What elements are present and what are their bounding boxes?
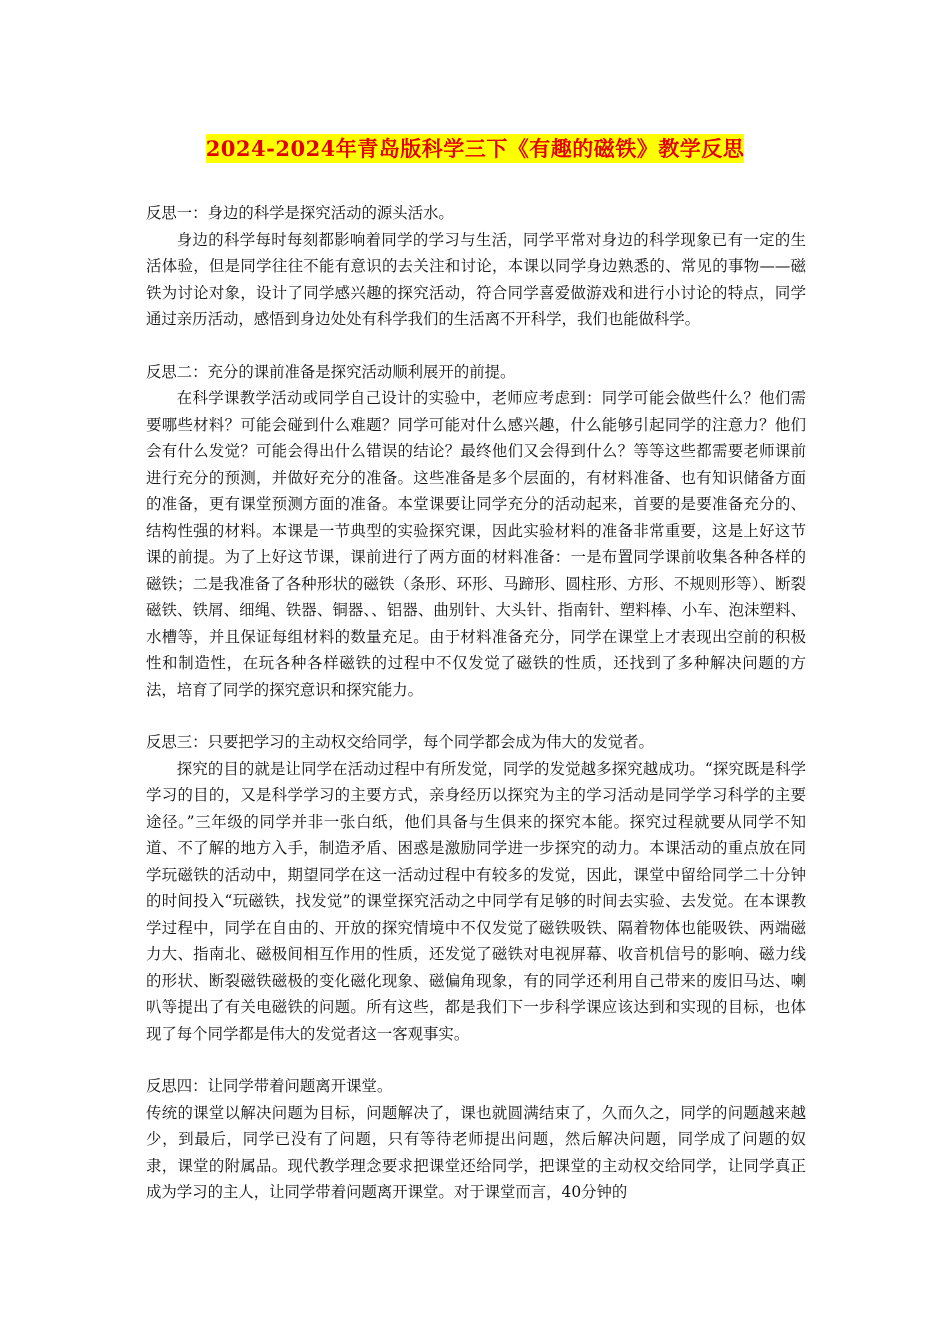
document-body — [146, 200, 806, 1232]
section-heading: 反思四：让同学带着问题离开课堂。 — [146, 1077, 393, 1095]
document-title: 2024-2024年青岛版科学三下《有趣的磁铁》教学反思 — [205, 136, 745, 161]
section-paragraph: 身边的科学每时每刻都影响着同学的学习与生活，同学平常对身边的科学现象已有一定的生活体验，但是同学往往不能有意识的去关注和讨论，本课以同学身边熟悉的、常见的事物——磁铁为讨论对象，设计了同学感兴趣的探究活动，符合同学喜爱做游戏和进行小讨论的特点，同学通过亲历活动，感悟到身边处处有科学我们的生活离不开科学，我们也能做科学。 — [146, 230, 806, 328]
section-paragraph: 传统的课堂以解决问题为目标，问题解决了，课也就圆满结束了，久而久之，同学的问题越来越少，到最后，同学已没有了问题，只有等待老师提出问题，然后解决问题，同学成了问题的奴隶，课堂的附属品。现代教学理念要求把课堂还给同学，把课堂的主动权交给同学，让同学真正成为学习的主人，让同学带着问题离开课堂。对于课堂而言，40分钟的 — [146, 1103, 806, 1201]
section-heading: 反思一：身边的科学是探究活动的源头活水。 — [146, 204, 454, 222]
reflection-section-2 — [146, 359, 806, 704]
section-heading: 反思二：充分的课前准备是探究活动顺利展开的前提。 — [146, 362, 516, 381]
section-paragraph: 在科学课教学活动或同学自己设计的实验中，老师应考虑到：同学可能会做些什么？他们需要哪些材料？可能会碰到什么难题？同学可能对什么感兴趣，什么能够引起同学的注意力？他们会有什么发觉？可能会得出什么错误的结论？最终他们又会得到什么？等等这些都需要老师课前进行充分的预测，并做好充分的准备。这些准备是多个层面的，有材料准备、也有知识储备方面的准备，更有课堂预测方面的准备。本堂课要让同学充分的活动起来，首要的是要准备充分的、结构性强的材料。本课是一节典型的实验探究课，因此实验材料的准备非常重要，这是上好这节课的前提。为了上好这节课，课前进行了两方面的材料准备：一是布置同学课前收集各种各样的磁铁；二是我准备了各种形状的磁铁（条形、环形、马蹄形、圆柱形、方形、不规则形等）、断裂磁铁、铁屑、细绳、铁器、铜器、、铝器、曲别针、大头针、指南针、塑料棒、小车、泡沫塑料、水槽等，并且保证每组材料的数量充足。由于材料准备充分，同学在课堂上才表现出空前的积极性和制造性，在玩各种各样磁铁的过程中不仅发觉了磁铁的性质，还找到了多种解决问题的方法，培育了同学的探究意识和探究能力。 — [146, 389, 806, 699]
document-title-wrapper — [0, 133, 950, 163]
reflection-section-4 — [146, 1073, 806, 1206]
section-paragraph: 探究的目的就是让同学在活动过程中有所发觉，同学的发觉越多探究越成功。“探究既是科学学习的目的，又是科学学习的主要方式，亲身经历以探究为主的学习活动是同学学习科学的主要途径。”三年级的同学并非一张白纸，他们具备与生俱来的探究本能。探究过程就要从同学不知道、不了解的地方入手，制造矛盾、困惑是激励同学进一步探究的动力。本课活动的重点放在同学玩磁铁的活动中，期望同学在这一活动过程中有较多的发觉，因此，课堂中留给同学二十分钟的时间投入“玩磁铁，找发觉”的课堂探究活动之中同学有足够的时间去实验、去发觉。在本课教学过程中，同学在自由的、开放的探究情境中不仅发觉了磁铁吸铁、隔着物体也能吸铁、两端磁力大、指南北、磁极间相互作用的性质，还发觉了磁铁对电视屏幕、收音机信号的影响、磁力线的形状、断裂磁铁磁极的变化磁化现象、磁偏角现象，有的同学还利用自己带来的废旧马达、喇叭等提出了有关电磁铁的问题。所有这些，都是我们下一步科学课应该达到和实现的目标，也体现了每个同学都是伟大的发觉者这一客观事实。 — [146, 759, 806, 1043]
reflection-section-3 — [146, 729, 806, 1047]
section-heading: 反思三：只要把学习的主动权交给同学，每个同学都会成为伟大的发觉者。 — [146, 733, 654, 751]
reflection-section-1 — [146, 200, 806, 333]
